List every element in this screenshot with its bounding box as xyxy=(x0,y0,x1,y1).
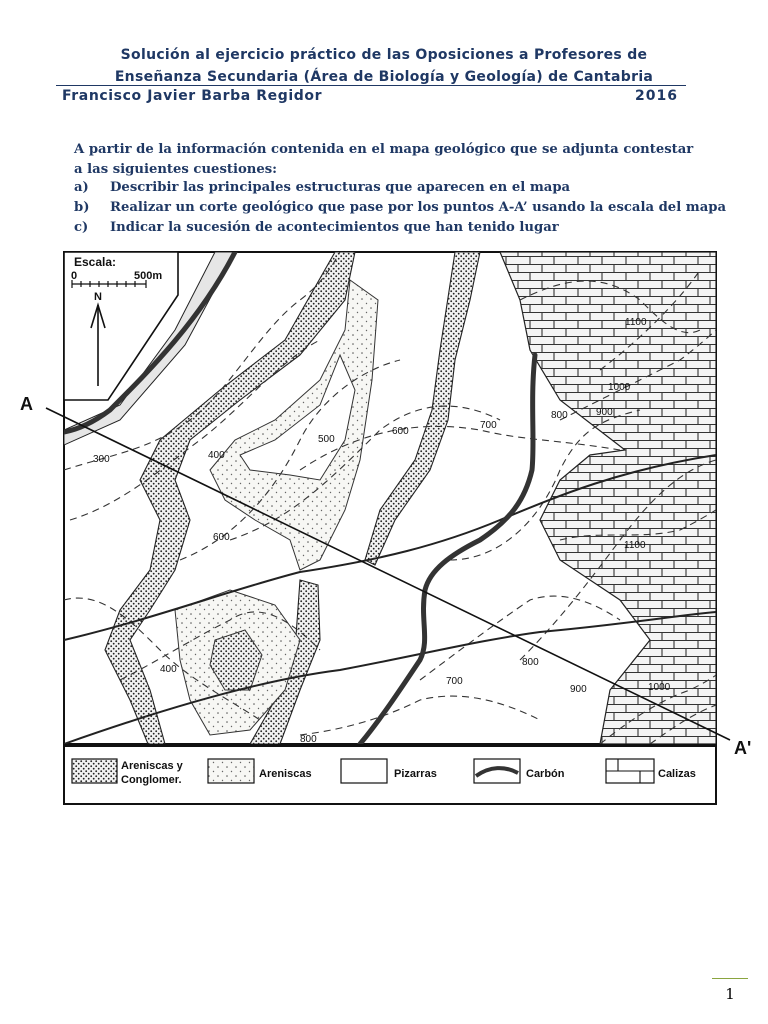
page-number: 1 xyxy=(712,978,748,1009)
contour-label: 1100 xyxy=(625,317,647,328)
document-title xyxy=(60,44,708,88)
header-rule xyxy=(56,85,686,86)
scale-label: Escala: xyxy=(74,255,117,269)
legend-label: Areniscas xyxy=(259,768,312,780)
document-year: 2016 xyxy=(635,88,678,104)
geological-map xyxy=(0,240,768,820)
contour-label: 800 xyxy=(551,410,568,421)
point-a-prime-label: A' xyxy=(734,738,752,758)
author-name: Francisco Javier Barba Regidor xyxy=(62,88,323,104)
question-text: Indicar la sucesión de acontecimientos que han tenido lugar xyxy=(110,220,559,235)
question-b xyxy=(74,200,726,215)
question-letter: c) xyxy=(74,220,89,235)
contour-label: 800 xyxy=(522,657,539,668)
contour-label: 900 xyxy=(596,407,613,418)
contour-label: 600 xyxy=(392,426,409,437)
contour-label: 1000 xyxy=(608,382,631,393)
contour-label: 1000 xyxy=(648,682,671,693)
legend-label: Pizarras xyxy=(394,768,437,780)
contour-label: 400 xyxy=(160,664,177,675)
contour-label: 700 xyxy=(446,676,463,687)
point-a-label: A xyxy=(20,394,33,414)
north-label: N xyxy=(94,291,102,303)
dense-dots-icon xyxy=(72,759,117,783)
contour-label: 1100 xyxy=(624,540,646,551)
contour-label: 600 xyxy=(213,532,230,543)
question-letter: a) xyxy=(74,180,89,195)
blank-icon xyxy=(341,759,387,783)
contour-label: 900 xyxy=(570,684,587,695)
scale-end: 500m xyxy=(134,270,163,282)
sparse-dots-icon xyxy=(208,759,254,783)
question-text: Realizar un corte geológico que pase por los puntos A-A’ usando la escala del mapa xyxy=(110,200,727,215)
question-letter: b) xyxy=(74,200,90,215)
question-c xyxy=(74,220,559,235)
contour-label: 700 xyxy=(480,420,497,431)
contour-label: 400 xyxy=(208,450,225,461)
legend-label: Calizas xyxy=(658,768,696,780)
title-line-2: Enseñanza Secundaria (Área de Biología y Geología) de Cantabria xyxy=(114,69,654,85)
intro-paragraph: A partir de la información contenida en el mapa geológico que se adjunta contestar a las siguientes cuestiones: xyxy=(74,142,694,177)
legend-label: Areniscas y Conglomer. xyxy=(121,760,183,786)
title-line-1: Solución al ejercicio práctico de las Oposiciones a Profesores de xyxy=(120,47,648,63)
question-text: Describir las principales estructuras que aparecen en el mapa xyxy=(110,180,571,195)
contour-label: 500 xyxy=(318,434,335,445)
contour-label: 800 xyxy=(300,734,317,745)
contour-label: 300 xyxy=(93,454,110,465)
legend-label: Carbón xyxy=(526,768,565,780)
question-a xyxy=(74,180,570,195)
scale-start: 0 xyxy=(71,270,78,282)
